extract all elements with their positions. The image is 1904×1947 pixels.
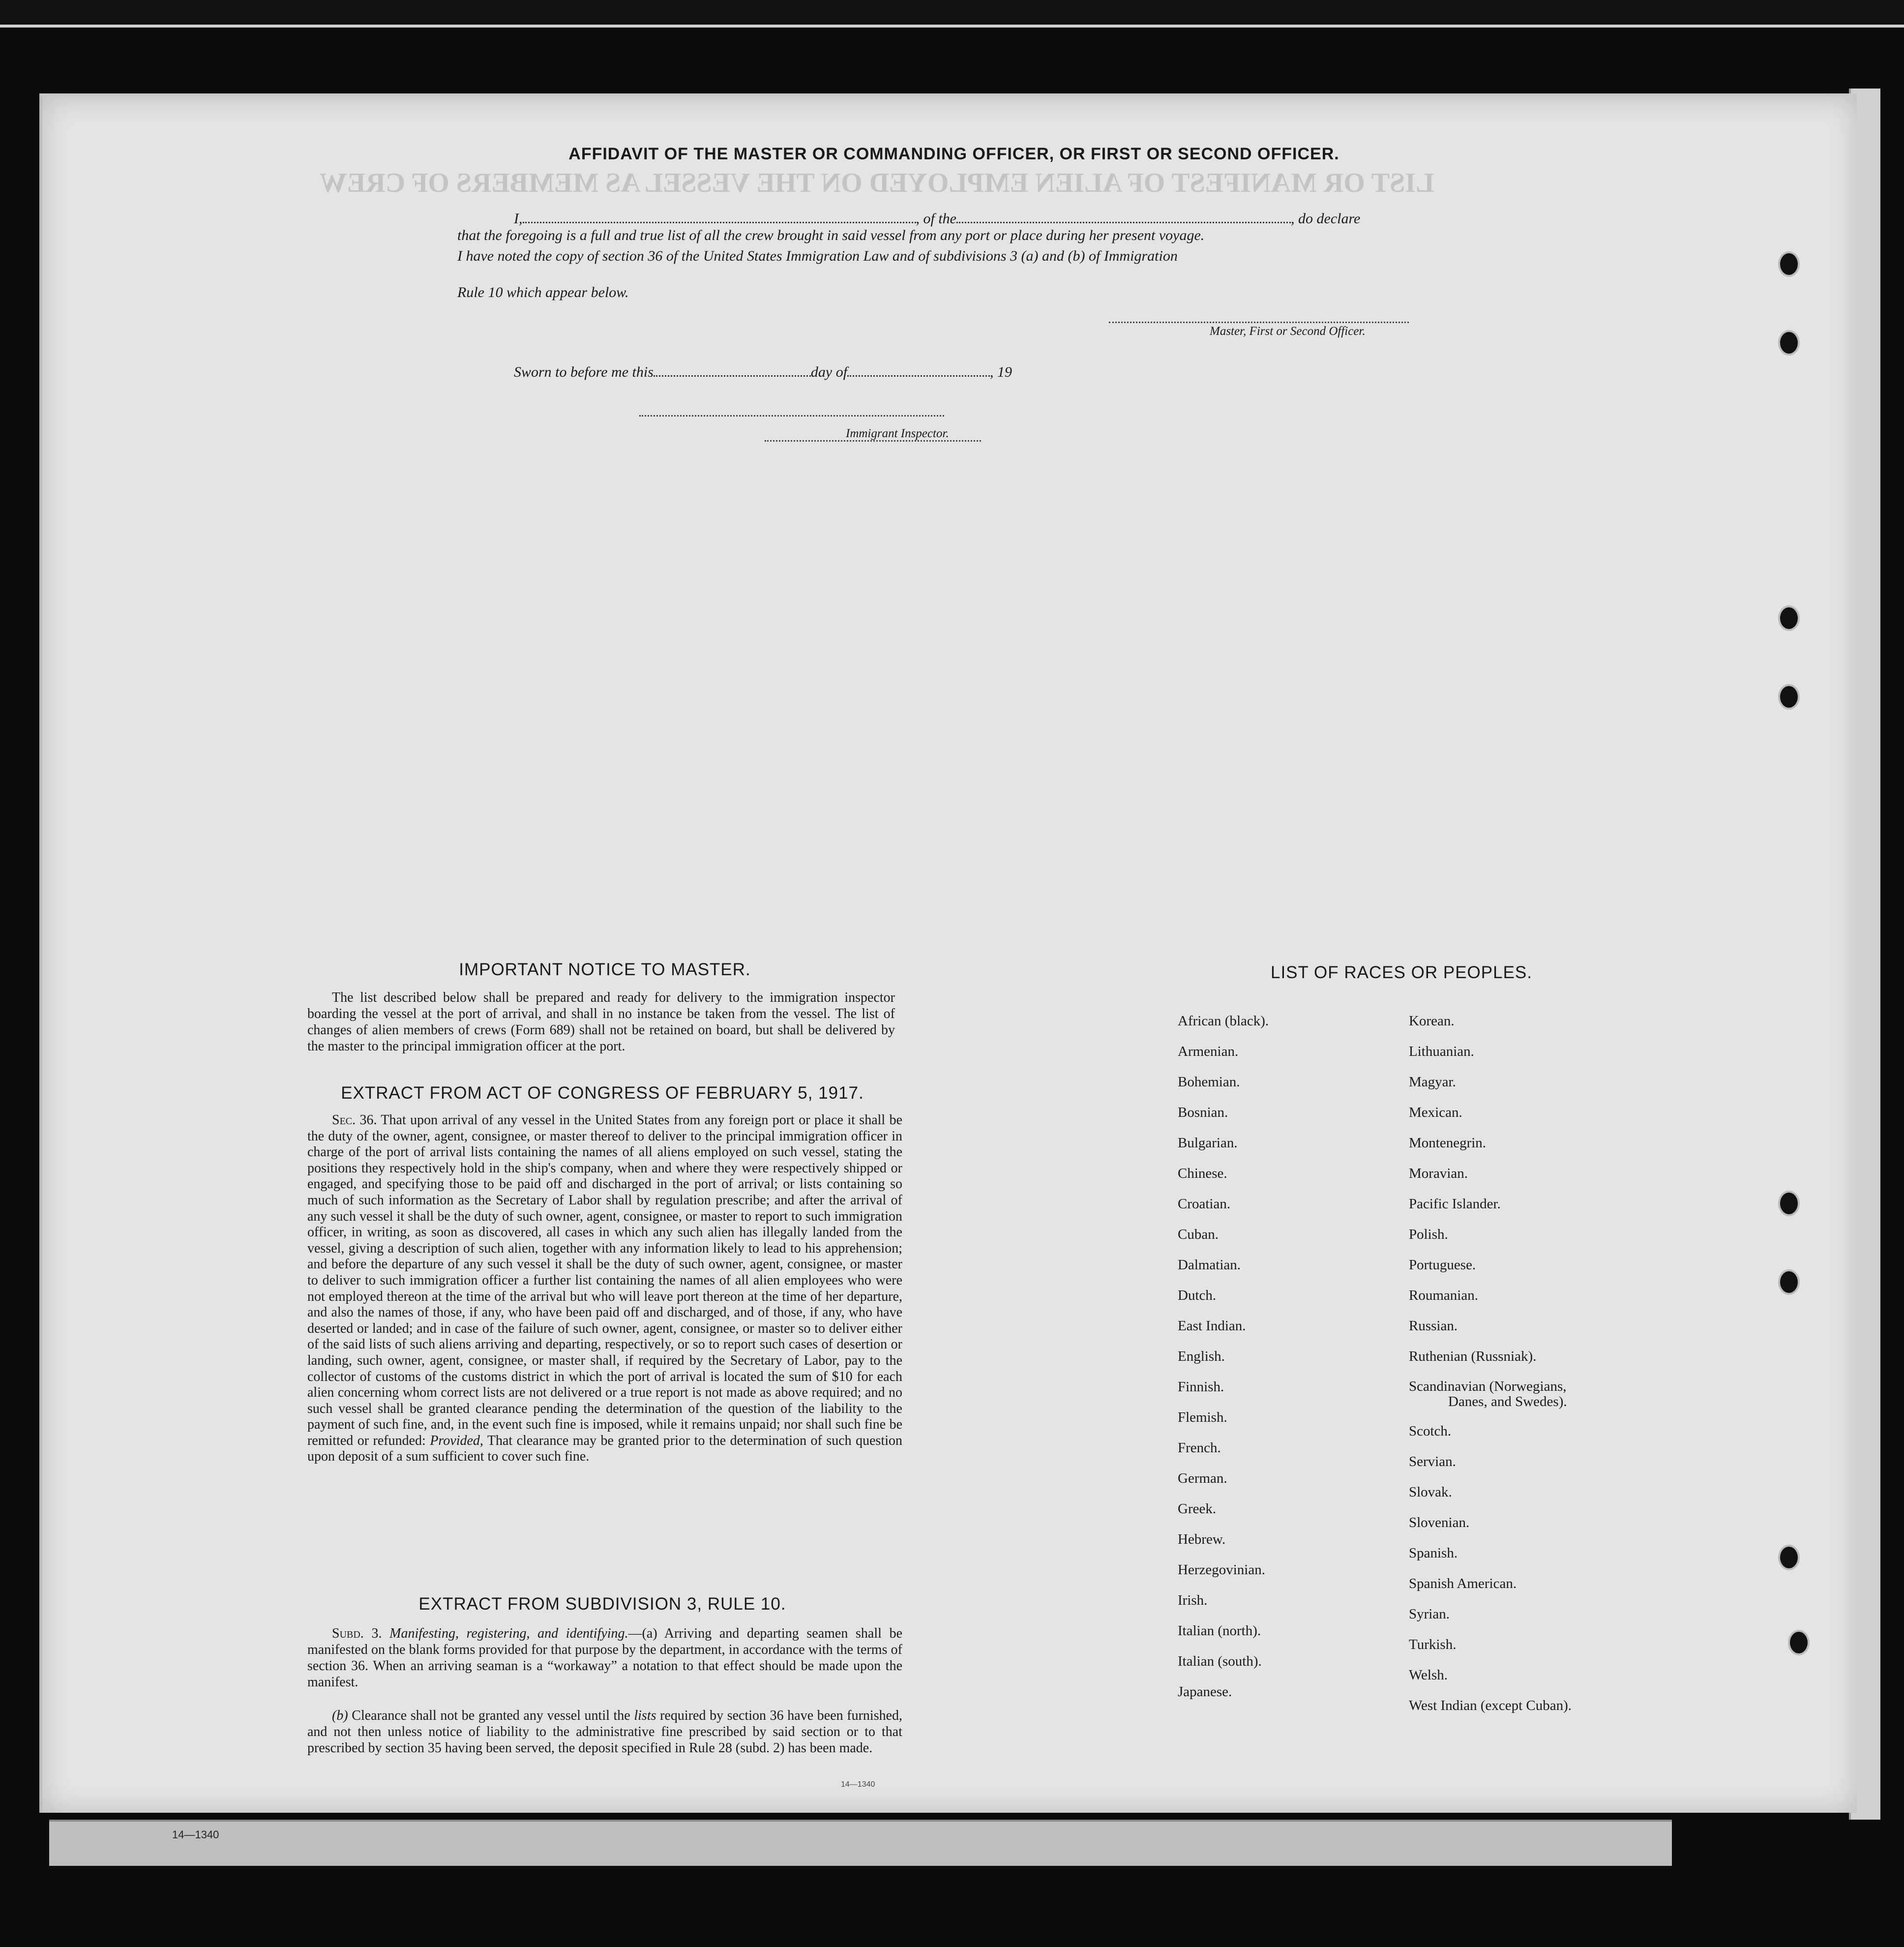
subd-b-text-2: required by section 36 have been furnished, and not then unless notice of liability to the administrative fine prescribed by said section or to that prescribed by section 35 having been served, the deposit specified in Rule 28 (subd. 2) has been made.	[307, 1708, 903, 1756]
subd-b-lists: lists	[634, 1708, 656, 1723]
punch-hole	[1780, 1193, 1798, 1214]
declarant-name-blank	[523, 213, 916, 223]
race-item: Bohemian.	[1178, 1074, 1240, 1090]
affidavit-line-1	[514, 210, 1360, 227]
notice-title: IMPORTANT NOTICE TO MASTER.	[459, 960, 751, 979]
subd-title: Manifesting, registering, and identifying.	[389, 1626, 628, 1641]
race-item: Bulgarian.	[1178, 1135, 1238, 1151]
inspector-signature-label: Immigrant Inspector.	[846, 427, 949, 440]
race-item: Mexican.	[1409, 1105, 1462, 1120]
rule-title: EXTRACT FROM SUBDIVISION 3, RULE 10.	[418, 1594, 786, 1614]
race-item: Bosnian.	[1178, 1105, 1228, 1120]
races-right-column	[1409, 1006, 1572, 1721]
race-item: Greek.	[1178, 1501, 1217, 1517]
sworn-day-blank	[654, 366, 811, 377]
race-item: Korean.	[1409, 1013, 1455, 1029]
race-item: West Indian (except Cuban).	[1409, 1698, 1572, 1713]
provided-word: Provided,	[430, 1433, 483, 1448]
notice-text	[307, 989, 895, 1054]
race-item: Spanish.	[1409, 1545, 1458, 1561]
punch-hole	[1790, 1632, 1808, 1653]
race-item: English.	[1178, 1348, 1225, 1364]
bleed-through-title: LIST OR MANIFEST OF ALIEN EMPLOYED ON THE VESSEL AS MEMBERS OF CREW	[320, 168, 1434, 198]
punch-hole	[1780, 332, 1798, 354]
race-item: Roumanian.	[1409, 1288, 1478, 1303]
act-text	[307, 1112, 902, 1465]
race-item: East Indian.	[1178, 1318, 1246, 1334]
race-item: Montenegrin.	[1409, 1135, 1487, 1151]
race-item: Italian (south).	[1178, 1653, 1262, 1669]
races-title: LIST OF RACES OR PEOPLES.	[1270, 963, 1532, 982]
races-left-column	[1178, 1006, 1269, 1707]
affidavit-line-4: Rule 10 which appear below.	[457, 284, 629, 300]
race-item: German.	[1178, 1470, 1227, 1486]
race-item: Japanese.	[1178, 1684, 1232, 1700]
declarant-prefix: I,	[514, 210, 523, 227]
year-text: , 19	[990, 364, 1012, 380]
race-item: Herzegovinian.	[1178, 1562, 1265, 1578]
race-item: Danes, and Swedes).	[1448, 1394, 1567, 1409]
subd-b-label: (b)	[332, 1708, 348, 1723]
race-item: Finnish.	[1178, 1379, 1224, 1395]
subd-a-text: —(a) Arriving and departing seamen shall be manifested on the blank forms provided for that purpose by the department, in accordance with the terms of section 36. When an arriving seaman is a “workaway” a notation to that effect should be made upon the manifest.	[307, 1626, 902, 1690]
race-item: Slovenian.	[1409, 1515, 1470, 1530]
race-item: Hebrew.	[1178, 1531, 1226, 1547]
race-item: Moravian.	[1409, 1166, 1468, 1181]
race-item: Dutch.	[1178, 1288, 1217, 1303]
sworn-text: Sworn to before me this	[514, 364, 654, 380]
race-item: Flemish.	[1178, 1409, 1227, 1425]
race-item: Scotch.	[1409, 1423, 1452, 1439]
sworn-month-blank	[847, 366, 990, 377]
punch-hole	[1780, 607, 1798, 629]
race-item: Spanish American.	[1409, 1576, 1517, 1591]
act-title: EXTRACT FROM ACT OF CONGRESS OF FEBRUARY 5, 1917.	[341, 1083, 864, 1103]
race-item: Dalmatian.	[1178, 1257, 1241, 1273]
master-signature-label: Master, First or Second Officer.	[1210, 325, 1366, 338]
race-item: Chinese.	[1178, 1166, 1227, 1181]
race-item: Syrian.	[1409, 1606, 1450, 1622]
race-item: Magyar.	[1409, 1074, 1456, 1090]
race-item: Welsh.	[1409, 1667, 1448, 1683]
race-item: Lithuanian.	[1409, 1044, 1474, 1059]
scan-top-edge	[0, 0, 1904, 28]
punch-hole	[1780, 253, 1798, 275]
page-bottom-edge	[49, 1820, 1672, 1866]
notice-body: The list described below shall be prepared and ready for delivery to the immigration inspector boarding the vessel at the port of arrival, and shall in no instance be taken from the vessel. The list of changes of alien members of crews (Form 689) shall not be retained on board, but shall be delivered by the master to the principal immigration officer at the port.	[307, 990, 895, 1054]
bottom-edge-code: 14—1340	[172, 1828, 219, 1841]
race-item: Portuguese.	[1409, 1257, 1476, 1273]
punch-hole	[1780, 1271, 1798, 1293]
document-sheet	[39, 93, 1857, 1813]
race-item: Irish.	[1178, 1592, 1208, 1608]
rule-subd-b	[307, 1707, 902, 1756]
race-item: Armenian.	[1178, 1044, 1239, 1059]
affidavit-title: AFFIDAVIT OF THE MASTER OR COMMANDING OFFICER, OR FIRST OR SECOND OFFICER.	[568, 145, 1339, 163]
act-body: That upon arrival of any vessel in the United States from any foreign port or place it shall be the duty of the owner, agent, consignee, or master thereof to deliver to the principal immigration officer in charge of the port of arrival lists containing the names of all aliens employed on such vessel, stating the positions they respectively hold in the ship's company, when and where they were respectively shipped or engaged, and specifying those to be paid off and discharged in the port of arrival; or lists containing so much of such information as the Secretary of Labor shall by regulation prescribe; and after the arrival of any such vessel it shall be the duty of such owner, agent, consignee, or master to report to such immigration officer, in writing, as soon as discovered, all cases in which any such alien has illegally landed from the vessel, giving a description of such alien, together with any information likely to lead to his apprehension; and before the departure of any such vessel it shall be the duty of such owner, agent, consignee, or master to deliver to such immigration officer a further list containing the names of all alien employees who were not employed thereon at the time of the arrival but who will leave port thereon at the time of her departure, and also the names of those, if any, who have been paid off and discharged, and of those, if any, who have deserted or landed; and in case of the failure of such owner, agent, consignee, or master so to deliver either of the said lists of such aliens arriving and departing, respectively, or so to report such cases of desertion or landing, such owner, agent, consignee, or master shall, if required by the Secretary of Labor, pay to the collector of customs of the customs district in which the port of arrival is located the sum of $10 for each alien concerning whom correct lists are not delivered or a true report is not made as above required; and no such vessel shall be granted clearance pending the determination of the question of the liability to the payment of such fine, and, in the event such fine is imposed, while it remains unpaid; nor shall such fine be remitted or refunded:	[307, 1112, 902, 1448]
vessel-name-blank	[956, 213, 1291, 223]
section-label: Sec. 36.	[332, 1112, 377, 1128]
day-of-text: day of	[810, 364, 848, 380]
affidavit-line-3: I have noted the copy of section 36 of the United States Immigration Law and of subdivisions 3 (a) and (b) of Immigration	[457, 248, 1178, 264]
sworn-line	[514, 364, 1012, 381]
form-code: 14—1340	[841, 1780, 875, 1789]
race-item: Polish.	[1409, 1227, 1448, 1242]
race-item: Russian.	[1409, 1318, 1458, 1334]
race-item: Cuban.	[1178, 1227, 1219, 1242]
subd-b-text-1: Clearance shall not be granted any vessel until the	[352, 1708, 630, 1723]
affidavit-line-2: that the foregoing is a full and true list of all the crew brought in said vessel from any port or place during her present voyage.	[457, 227, 1205, 243]
race-item: Turkish.	[1409, 1637, 1457, 1652]
race-item: Croatian.	[1178, 1196, 1231, 1212]
race-item: French.	[1178, 1440, 1221, 1456]
act-body-end: That clearance may be granted prior to the determination of such question upon deposit of a sum sufficient to cover such fine.	[307, 1433, 903, 1465]
race-item: Slovak.	[1409, 1484, 1452, 1500]
vessel-prefix: , of the	[916, 210, 956, 227]
race-item: Pacific Islander.	[1409, 1196, 1501, 1212]
race-item: Scandinavian (Norwegians,	[1409, 1378, 1567, 1394]
subd-label: Subd. 3.	[332, 1626, 382, 1641]
rule-subd-a	[307, 1625, 902, 1690]
inspector-signature-line-1	[639, 414, 944, 417]
race-item: Ruthenian (Russniak).	[1409, 1348, 1537, 1364]
master-signature-line	[1109, 321, 1409, 323]
punch-hole	[1780, 1547, 1798, 1568]
race-item: African (black).	[1178, 1013, 1269, 1029]
race-item: Italian (north).	[1178, 1623, 1261, 1639]
declare-text: , do declare	[1291, 210, 1361, 227]
punch-hole	[1780, 686, 1798, 708]
race-item: Servian.	[1409, 1454, 1456, 1469]
